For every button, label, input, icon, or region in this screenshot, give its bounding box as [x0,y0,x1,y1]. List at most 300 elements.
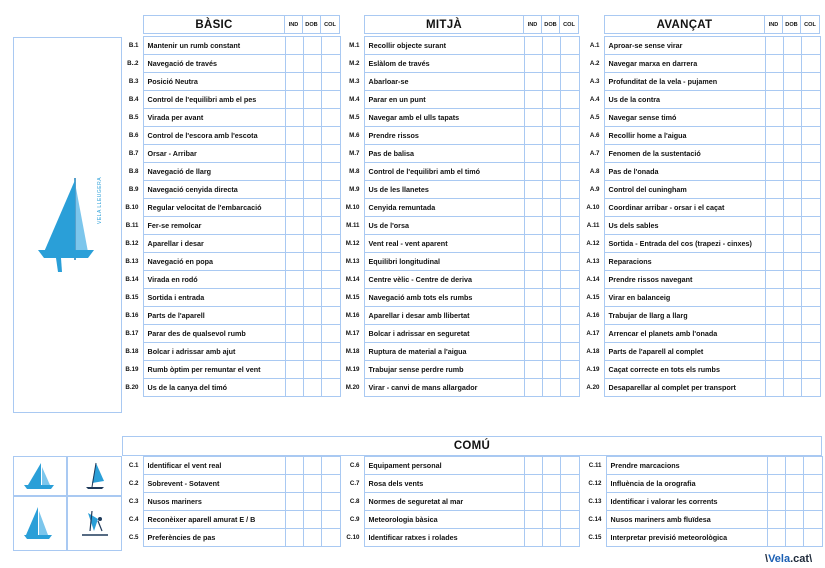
table-row [579,493,822,511]
checkbox-cell-col[interactable] [801,181,820,199]
checkbox-cell-dob[interactable] [783,145,801,163]
checkbox-cell-ind[interactable] [524,271,542,289]
checkbox-cell-ind[interactable] [285,235,303,253]
table-row [122,325,340,343]
checkbox-cell-dob[interactable] [783,109,801,127]
checkbox-cell-ind[interactable] [524,493,542,511]
checkbox-cell-ind[interactable] [765,325,783,343]
checkbox-cell-dob[interactable] [542,475,560,493]
checkbox-cell-col[interactable] [321,37,340,55]
checkbox-cell-dob[interactable] [783,199,801,217]
checkbox-cell-dob[interactable] [542,457,560,475]
checkbox-cell-col[interactable] [560,127,579,145]
checkbox-cell-dob[interactable] [303,199,321,217]
checkbox-cell-dob[interactable] [542,145,560,163]
checkbox-cell-ind[interactable] [767,475,785,493]
checkbox-cell-col[interactable] [801,91,820,109]
checkbox-cell-ind[interactable] [285,37,303,55]
checkbox-cell-ind[interactable] [524,379,542,397]
checkbox-cell-dob[interactable] [542,127,560,145]
checkbox-cell-col[interactable] [560,253,579,271]
item-label: Normes de seguretat al mar [364,493,524,511]
checkbox-cell-dob[interactable] [785,511,803,529]
checkbox-cell-ind[interactable] [524,91,542,109]
item-code: A.7 [579,145,604,163]
checkbox-cell-col[interactable] [321,91,340,109]
checkbox-cell-col[interactable] [560,379,579,397]
item-label: Parts de l'aparell al complet [604,343,765,361]
checkbox-cell-ind[interactable] [524,199,542,217]
checkbox-cell-col[interactable] [801,379,820,397]
checkbox-cell-dob[interactable] [303,511,321,529]
checkbox-cell-ind[interactable] [765,109,783,127]
checkbox-cell-col[interactable] [321,475,340,493]
checkbox-cell-dob[interactable] [542,343,560,361]
header-avancat: AVANÇAT [604,15,765,34]
checkbox-cell-ind[interactable] [285,511,303,529]
checkbox-cell-col[interactable] [801,289,820,307]
checkbox-cell-ind[interactable] [524,307,542,325]
checkbox-cell-dob[interactable] [303,379,321,397]
checkbox-cell-col[interactable] [801,271,820,289]
item-label: Regular velocitat de l'embarcació [143,199,285,217]
checkbox-cell-dob[interactable] [303,307,321,325]
checkbox-cell-dob[interactable] [542,55,560,73]
checkbox-cell-col[interactable] [321,325,340,343]
checkbox-cell-dob[interactable] [542,511,560,529]
checkbox-cell-ind[interactable] [765,217,783,235]
checkbox-cell-ind[interactable] [285,145,303,163]
header-avancat-dob: DOB [783,15,801,34]
checkbox-cell-dob[interactable] [303,253,321,271]
item-code: C.15 [579,529,606,547]
checkbox-cell-dob[interactable] [783,217,801,235]
checkbox-cell-col[interactable] [801,37,820,55]
item-code: M.16 [340,307,364,325]
checkbox-cell-dob[interactable] [783,307,801,325]
checkbox-cell-col[interactable] [321,181,340,199]
checkbox-cell-ind[interactable] [765,343,783,361]
checkbox-cell-col[interactable] [321,235,340,253]
checkbox-cell-dob[interactable] [783,73,801,91]
checkbox-cell-col[interactable] [803,493,822,511]
item-label: Meteorologia bàsica [364,511,524,529]
checkbox-cell-col[interactable] [321,199,340,217]
item-label: Pas de l'onada [604,163,765,181]
checkbox-cell-col[interactable] [560,325,579,343]
checkbox-cell-dob[interactable] [303,73,321,91]
checkbox-cell-ind[interactable] [524,145,542,163]
checkbox-cell-ind[interactable] [285,91,303,109]
checkbox-cell-ind[interactable] [765,253,783,271]
checkbox-cell-dob[interactable] [783,379,801,397]
checkbox-cell-col[interactable] [560,181,579,199]
checkbox-cell-col[interactable] [321,253,340,271]
table-row [122,73,340,91]
checkbox-cell-dob[interactable] [542,529,560,547]
checkbox-cell-ind[interactable] [765,181,783,199]
item-code: B.1 [122,37,143,55]
checkbox-cell-dob[interactable] [783,343,801,361]
checkbox-cell-ind[interactable] [765,145,783,163]
checkbox-cell-ind[interactable] [285,361,303,379]
checkbox-cell-ind[interactable] [524,235,542,253]
table-row [340,37,579,55]
checkbox-cell-dob[interactable] [303,493,321,511]
item-code: C.10 [340,529,364,547]
table-row [340,217,579,235]
item-code: M.9 [340,181,364,199]
checkbox-cell-col[interactable] [321,163,340,181]
checkbox-cell-col[interactable] [321,73,340,91]
item-code: A.15 [579,289,604,307]
checkbox-cell-ind[interactable] [765,163,783,181]
checkbox-cell-col[interactable] [321,145,340,163]
checkbox-cell-col[interactable] [560,199,579,217]
checkbox-cell-col[interactable] [321,493,340,511]
checkbox-cell-ind[interactable] [765,73,783,91]
checkbox-cell-dob[interactable] [542,307,560,325]
item-label: Recollir objecte surant [364,37,524,55]
item-label: Navegació de llarg [143,163,285,181]
checkbox-cell-ind[interactable] [765,199,783,217]
item-code: M.19 [340,361,364,379]
checkbox-cell-col[interactable] [803,475,822,493]
table-row [122,217,340,235]
checkbox-cell-col[interactable] [560,307,579,325]
checkbox-cell-col[interactable] [801,145,820,163]
checkbox-cell-dob[interactable] [303,181,321,199]
checkbox-cell-ind[interactable] [285,163,303,181]
item-code: M.6 [340,127,364,145]
table-row [579,37,820,55]
checkbox-cell-ind[interactable] [285,109,303,127]
checkbox-cell-dob[interactable] [303,271,321,289]
checkbox-cell-ind[interactable] [524,529,542,547]
checkbox-cell-dob[interactable] [542,289,560,307]
checkbox-cell-dob[interactable] [303,55,321,73]
checkbox-cell-ind[interactable] [285,529,303,547]
logo-name: Vela [768,553,791,565]
checkbox-cell-ind[interactable] [285,343,303,361]
header-basic-dob: DOB [303,15,321,34]
checkbox-cell-ind[interactable] [524,457,542,475]
table-basic [122,36,341,397]
checkbox-cell-ind[interactable] [285,217,303,235]
checkbox-cell-dob[interactable] [542,235,560,253]
table-row [340,235,579,253]
checkbox-cell-col[interactable] [803,457,822,475]
checkbox-cell-ind[interactable] [285,307,303,325]
checkbox-cell-dob[interactable] [542,325,560,343]
checkbox-cell-ind[interactable] [285,55,303,73]
checkbox-cell-ind[interactable] [524,325,542,343]
checkbox-cell-col[interactable] [803,529,822,547]
checkbox-cell-ind[interactable] [524,109,542,127]
checkbox-cell-col[interactable] [560,529,579,547]
item-code: C.8 [340,493,364,511]
checkbox-cell-ind[interactable] [524,343,542,361]
logo-slash-left: \ [765,553,769,565]
checkbox-cell-dob[interactable] [783,127,801,145]
item-label: Fer-se remolcar [143,217,285,235]
item-label: Navegació amb tots els rumbs [364,289,524,307]
checkbox-cell-ind[interactable] [524,73,542,91]
checkbox-cell-col[interactable] [321,271,340,289]
checkbox-cell-ind[interactable] [767,511,785,529]
checkbox-cell-ind[interactable] [765,55,783,73]
checkbox-cell-col[interactable] [321,55,340,73]
checkbox-cell-ind[interactable] [285,271,303,289]
checkbox-cell-ind[interactable] [765,37,783,55]
checkbox-cell-dob[interactable] [783,163,801,181]
item-code: A.10 [579,199,604,217]
checkbox-cell-col[interactable] [801,73,820,91]
checkbox-cell-ind[interactable] [765,235,783,253]
table-row [340,343,579,361]
item-label: Virada per avant [143,109,285,127]
checkbox-cell-col[interactable] [801,235,820,253]
checkbox-cell-dob[interactable] [542,253,560,271]
kitesurf-icon [68,497,121,550]
checkbox-cell-col[interactable] [801,199,820,217]
checkbox-cell-dob[interactable] [783,253,801,271]
checkbox-cell-col[interactable] [801,325,820,343]
checkbox-cell-col[interactable] [321,307,340,325]
checkbox-cell-col[interactable] [801,361,820,379]
checkbox-cell-col[interactable] [321,109,340,127]
checkbox-cell-col[interactable] [560,37,579,55]
checkbox-cell-dob[interactable] [783,37,801,55]
table-comu-3 [579,456,823,547]
checkbox-cell-ind[interactable] [285,493,303,511]
checkbox-cell-dob[interactable] [785,493,803,511]
checkbox-cell-ind[interactable] [524,127,542,145]
checkbox-cell-ind[interactable] [524,253,542,271]
checkbox-cell-dob[interactable] [303,289,321,307]
checkbox-cell-ind[interactable] [285,379,303,397]
checkbox-cell-col[interactable] [560,271,579,289]
checkbox-cell-dob[interactable] [303,217,321,235]
checkbox-cell-dob[interactable] [542,217,560,235]
item-label: Control de l'equilibri amb el timó [364,163,524,181]
checkbox-cell-col[interactable] [560,361,579,379]
table-row [122,457,340,475]
table-row [122,109,340,127]
checkbox-cell-col[interactable] [321,343,340,361]
item-code: A.11 [579,217,604,235]
checkbox-cell-dob[interactable] [783,91,801,109]
item-label: Prendre rissos navegant [604,271,765,289]
checkbox-cell-dob[interactable] [542,91,560,109]
checkbox-cell-col[interactable] [560,493,579,511]
checkbox-cell-col[interactable] [321,529,340,547]
checkbox-cell-dob[interactable] [303,343,321,361]
checkbox-cell-dob[interactable] [303,145,321,163]
item-code: M.15 [340,289,364,307]
checkbox-cell-ind[interactable] [765,271,783,289]
checkbox-cell-col[interactable] [801,217,820,235]
checkbox-cell-ind[interactable] [285,325,303,343]
table-row [122,493,340,511]
checkbox-cell-col[interactable] [321,217,340,235]
checkbox-cell-dob[interactable] [785,457,803,475]
checkbox-cell-ind[interactable] [765,289,783,307]
checkbox-cell-dob[interactable] [303,529,321,547]
checkbox-cell-ind[interactable] [524,511,542,529]
checkbox-cell-dob[interactable] [783,55,801,73]
checkbox-cell-dob[interactable] [303,457,321,475]
table-row [579,73,820,91]
item-label: Influència de la orografia [606,475,767,493]
checkbox-cell-dob[interactable] [783,361,801,379]
checkbox-cell-dob[interactable] [542,163,560,181]
checkbox-cell-ind[interactable] [524,181,542,199]
checkbox-cell-col[interactable] [560,289,579,307]
table-row [579,235,820,253]
checkbox-cell-dob[interactable] [542,361,560,379]
side-label: VELA LLEUGERA [97,176,103,224]
checkbox-cell-col[interactable] [321,457,340,475]
item-label: Navegar amb el ulls tapats [364,109,524,127]
checkbox-cell-col[interactable] [560,91,579,109]
checkbox-cell-col[interactable] [321,511,340,529]
checkbox-cell-dob[interactable] [303,325,321,343]
checkbox-cell-ind[interactable] [285,253,303,271]
item-label: Rumb òptim per remuntar el vent [143,361,285,379]
checkbox-cell-dob[interactable] [303,163,321,181]
checkbox-cell-dob[interactable] [542,73,560,91]
checkbox-cell-col[interactable] [560,73,579,91]
item-code: B.13 [122,253,143,271]
checkbox-cell-col[interactable] [560,55,579,73]
checkbox-cell-col[interactable] [560,163,579,181]
table-row [340,307,579,325]
checkbox-cell-dob[interactable] [785,529,803,547]
checkbox-cell-dob[interactable] [783,325,801,343]
checkbox-cell-ind[interactable] [765,127,783,145]
checkbox-cell-ind[interactable] [767,529,785,547]
table-row [579,55,820,73]
checkbox-cell-dob[interactable] [303,235,321,253]
checkbox-cell-ind[interactable] [285,127,303,145]
checkbox-cell-col[interactable] [321,289,340,307]
item-label: Aparellar i desar [143,235,285,253]
checkbox-cell-ind[interactable] [767,457,785,475]
checkbox-cell-col[interactable] [801,253,820,271]
checkbox-cell-dob[interactable] [542,109,560,127]
checkbox-cell-col[interactable] [801,307,820,325]
checkbox-cell-dob[interactable] [303,361,321,379]
checkbox-cell-dob[interactable] [785,475,803,493]
checkbox-cell-col[interactable] [560,475,579,493]
checkbox-cell-dob[interactable] [783,235,801,253]
checkbox-cell-col[interactable] [560,343,579,361]
checkbox-cell-dob[interactable] [783,289,801,307]
checkbox-cell-ind[interactable] [765,379,783,397]
checkbox-cell-ind[interactable] [765,91,783,109]
checkbox-cell-ind[interactable] [524,55,542,73]
checkbox-cell-ind[interactable] [285,475,303,493]
checkbox-cell-dob[interactable] [542,181,560,199]
sailboat-icon [14,457,66,495]
checkbox-cell-ind[interactable] [285,289,303,307]
checkbox-cell-col[interactable] [560,145,579,163]
checkbox-cell-col[interactable] [321,379,340,397]
item-label: Identificar el vent real [143,457,285,475]
checkbox-cell-ind[interactable] [285,73,303,91]
item-label: Us dels sables [604,217,765,235]
checkbox-cell-ind[interactable] [524,163,542,181]
checkbox-cell-dob[interactable] [783,181,801,199]
checkbox-cell-dob[interactable] [542,199,560,217]
item-label: Fenomen de la sustentació [604,145,765,163]
item-label: Us de l'orsa [364,217,524,235]
checkbox-cell-dob[interactable] [303,91,321,109]
table-row [340,55,579,73]
checkbox-cell-dob[interactable] [542,37,560,55]
checkbox-cell-ind[interactable] [524,217,542,235]
item-code: C.13 [579,493,606,511]
table-row [340,457,579,475]
checkbox-cell-col[interactable] [801,109,820,127]
checkbox-cell-col[interactable] [560,109,579,127]
table-row [122,253,340,271]
checkbox-cell-col[interactable] [321,361,340,379]
checkbox-cell-ind[interactable] [285,181,303,199]
item-label: Desaparellar al complet per transport [604,379,765,397]
checkbox-cell-dob[interactable] [303,127,321,145]
checkbox-cell-dob[interactable] [303,109,321,127]
checkbox-cell-ind[interactable] [524,37,542,55]
checkbox-cell-dob[interactable] [303,37,321,55]
item-label: Navegació en popa [143,253,285,271]
checkbox-cell-dob[interactable] [542,493,560,511]
item-code: B.12 [122,235,143,253]
checkbox-cell-col[interactable] [801,163,820,181]
checkbox-cell-ind[interactable] [765,361,783,379]
table-row [122,91,340,109]
checkbox-cell-dob[interactable] [303,475,321,493]
checkbox-cell-col[interactable] [560,217,579,235]
checkbox-cell-dob[interactable] [783,271,801,289]
checkbox-cell-col[interactable] [560,457,579,475]
item-label: Centre vèlic - Centre de deriva [364,271,524,289]
checkbox-cell-ind[interactable] [767,493,785,511]
table-row [122,181,340,199]
checkbox-cell-col[interactable] [801,55,820,73]
table-row [579,163,820,181]
checkbox-cell-dob[interactable] [542,271,560,289]
checkbox-cell-ind[interactable] [285,457,303,475]
table-row [579,361,820,379]
checkbox-cell-ind[interactable] [285,199,303,217]
checkbox-cell-col[interactable] [321,127,340,145]
checkbox-cell-col[interactable] [803,511,822,529]
checkbox-cell-ind[interactable] [765,307,783,325]
checkbox-cell-col[interactable] [801,127,820,145]
item-code: C.12 [579,475,606,493]
checkbox-cell-col[interactable] [801,343,820,361]
checkbox-cell-col[interactable] [560,511,579,529]
table-row [122,235,340,253]
checkbox-cell-ind[interactable] [524,361,542,379]
table-row [579,289,820,307]
checkbox-cell-ind[interactable] [524,289,542,307]
checkbox-cell-col[interactable] [560,235,579,253]
checkbox-cell-ind[interactable] [524,475,542,493]
checkbox-cell-dob[interactable] [542,379,560,397]
